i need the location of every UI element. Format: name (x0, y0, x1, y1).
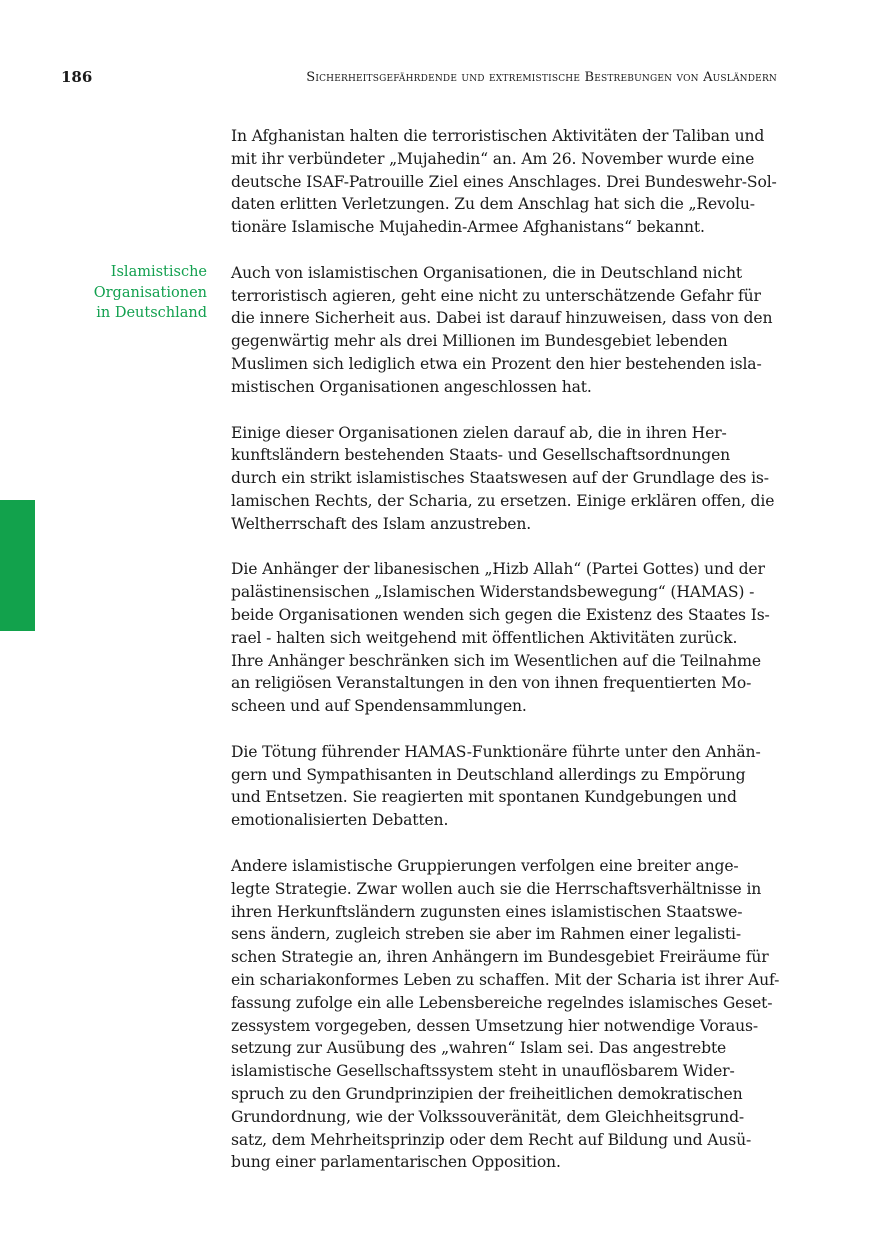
text-line: Auch von islamistischen Organisationen, die in Deutschland nicht (231, 263, 742, 282)
text-line: die innere Sicherheit aus. Dabei ist darauf hinzuweisen, dass von den (231, 309, 773, 328)
text-line: Muslimen sich lediglich etwa ein Prozent den hier bestehenden isla- (231, 355, 762, 374)
text-line: gegenwärtig mehr als drei Millionen im Bundesgebiet lebenden (231, 332, 728, 351)
text-line: Grundordnung, wie der Volkssouveränität, dem Gleichheitsgrund- (231, 1107, 745, 1126)
text-line: zessystem vorgegeben, dessen Umsetzung hier notwendige Voraus- (231, 1016, 758, 1035)
text-line: terroristisch agieren, geht eine nicht zu unterschätzende Gefahr für (231, 286, 761, 305)
margin-note (60, 262, 207, 324)
text-line: spruch zu den Grundprinzipien der freiheitlichen demokratischen (231, 1084, 743, 1103)
paragraph-islamist-organisations (231, 262, 791, 399)
text-line: tionäre Islamische Mujahedin-Armee Afghanistans“ bekannt. (231, 218, 705, 237)
text-line: In Afghanistan halten die terroristischen Aktivitäten der Taliban und (231, 127, 765, 145)
text-line: sens ändern, zugleich streben sie aber im Rahmen einer legalisti- (231, 925, 741, 944)
text-line: lamischen Rechts, der Scharia, zu ersetzen. Einige erklären offen, die (231, 491, 775, 510)
text-line: kunftsländern bestehenden Staats- und Gesellschaftsordnungen (231, 446, 731, 465)
text-line: Ihre Anhänger beschränken sich im Wesentlichen auf die Teilnahme (231, 651, 761, 670)
text-line: Einige dieser Organisationen zielen darauf ab, die in ihren Her- (231, 423, 727, 442)
text-line: bung einer parlamentarischen Opposition. (231, 1153, 561, 1172)
body-text (231, 125, 791, 1197)
text-line: Weltherrschaft des Islam anzustreben. (231, 514, 532, 533)
text-line: und Entsetzen. Sie reagierten mit spontanen Kundgebungen und (231, 788, 737, 807)
text-line: durch ein strikt islamistisches Staatswesen auf der Grundlage des is- (231, 469, 769, 488)
paragraph-hizb-allah-hamas (231, 558, 791, 718)
text-line: daten erlitten Verletzungen. Zu dem Anschlag hat sich die „Revolu- (231, 195, 755, 214)
paragraph-goals (231, 422, 791, 536)
paragraph-hamas-reactions (231, 741, 791, 832)
margin-note-line: Islamistische (110, 264, 207, 280)
text-line: fassung zufolge ein alle Lebensbereiche regelndes islamisches Geset- (231, 993, 773, 1012)
text-line: emotionalisierten Debatten. (231, 811, 449, 830)
text-line: palästinensischen „Islamischen Widerstandsbewegung“ (HAMAS) - (231, 583, 755, 602)
text-line: rael - halten sich weitgehend mit öffentlichen Aktivitäten zurück. (231, 628, 738, 647)
running-head: Sicherheitsgefährdende und extremistische Bestrebungen von Ausländern (306, 70, 777, 85)
text-line: Die Tötung führender HAMAS-Funktionäre führte unter den Anhän- (231, 742, 761, 761)
chapter-side-tab (0, 500, 35, 631)
paragraph-afghanistan (231, 125, 791, 239)
text-line: ihren Herkunftsländern zugunsten eines islamistischen Staatswe- (231, 902, 743, 921)
margin-note-line: in Deutschland (96, 305, 207, 321)
text-line: schen Strategie an, ihren Anhängern im Bundesgebiet Freiräume für (231, 948, 769, 967)
text-line: deutsche ISAF-Patrouille Ziel eines Anschlages. Drei Bundeswehr-Sol- (231, 172, 777, 191)
text-line: ein schariakonformes Leben zu schaffen. Mit der Scharia ist ihrer Auf- (231, 970, 780, 989)
page-number: 186 (61, 68, 93, 86)
text-line: mistischen Organisationen angeschlossen hat. (231, 377, 592, 396)
text-line: legte Strategie. Zwar wollen auch sie die Herrschaftsverhältnisse in (231, 879, 762, 898)
text-line: Die Anhänger der libanesischen „Hizb Allah“ (Partei Gottes) und der (231, 560, 765, 579)
margin-note-line: Organisationen (93, 284, 207, 301)
text-line: beide Organisationen wenden sich gegen die Existenz des Staates Is- (231, 606, 770, 625)
text-line: islamistische Gesellschaftssystem steht in unauflösbarem Wider- (231, 1062, 735, 1081)
text-line: scheen und auf Spendensammlungen. (231, 697, 527, 716)
text-line: satz, dem Mehrheitsprinzip oder dem Recht auf Bildung und Ausü- (231, 1130, 752, 1149)
text-line: setzung zur Ausübung des „wahren“ Islam sei. Das angestrebte (231, 1039, 727, 1058)
text-line: mit ihr verbündeter „Mujahedin“ an. Am 26. November wurde eine (231, 149, 755, 168)
text-line: Andere islamistische Gruppierungen verfolgen eine breiter ange- (231, 856, 739, 875)
text-line: gern und Sympathisanten in Deutschland allerdings zu Empörung (231, 765, 746, 784)
paragraph-other-groups (231, 855, 791, 1174)
text-line: an religiösen Veranstaltungen in den von ihnen frequentierten Mo- (231, 674, 752, 693)
